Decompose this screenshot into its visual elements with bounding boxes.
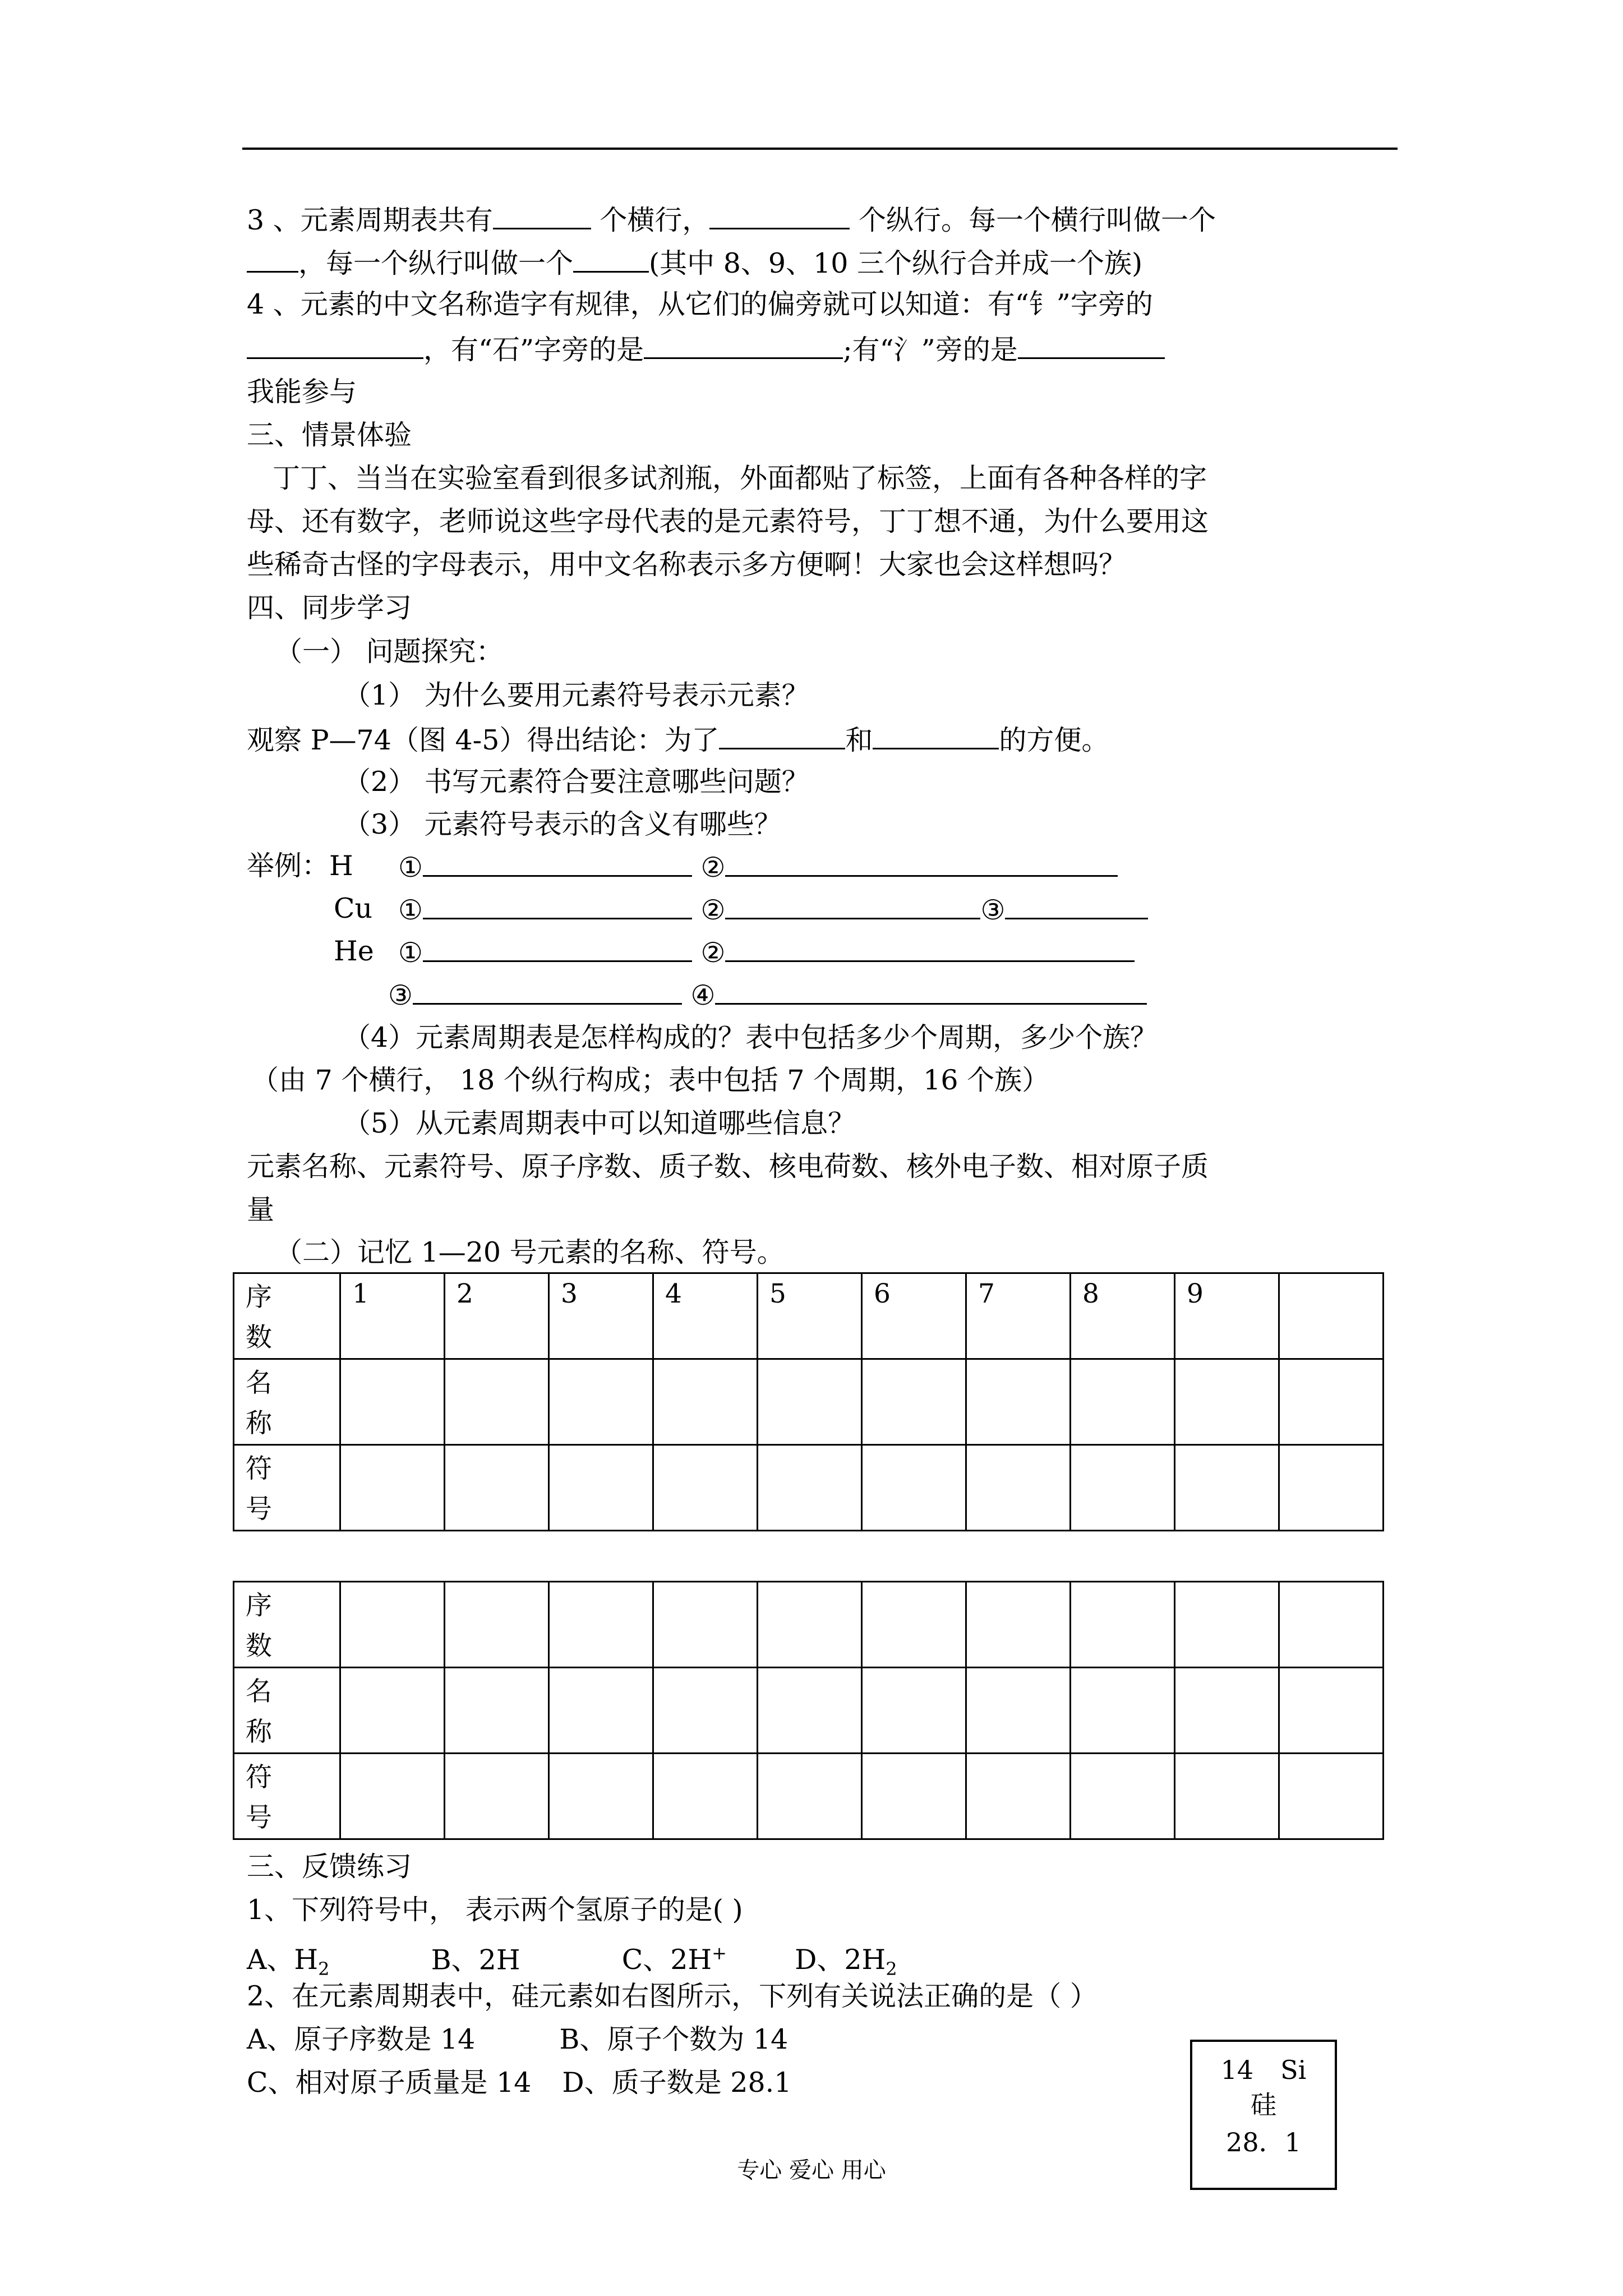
- circle-1: ①: [398, 894, 423, 926]
- row-head-name: [234, 1668, 340, 1754]
- blank: [725, 892, 980, 919]
- circle-2: ②: [700, 894, 726, 926]
- cell-number: 2: [445, 1273, 549, 1359]
- q3-text-5: (其中 8、9、10 三个纵行合并成一个族): [649, 247, 1143, 279]
- blank: [493, 202, 591, 229]
- question-1: （1） 为什么要用元素符号表示元素？: [343, 679, 809, 711]
- feedback-q2-options-ab: [247, 2023, 788, 2056]
- q4-line1: 4 、元素的中文名称造字有规律，从它们的偏旁就可以知道：有“钅”字旁的: [247, 288, 1153, 320]
- superscript: +: [712, 1943, 727, 1964]
- table-row: [234, 1359, 1384, 1445]
- row-head-number: [234, 1273, 340, 1359]
- cell-empty[interactable]: [549, 1445, 653, 1531]
- header-rule: [242, 148, 1398, 150]
- cell-empty[interactable]: [1071, 1445, 1175, 1531]
- feedback-question-2: 2、在元素周期表中，硅元素如右图所示，下列有关说法正确的是（ ）: [247, 1980, 1098, 2012]
- cell-empty[interactable]: [758, 1359, 862, 1445]
- cell-empty[interactable]: [653, 1754, 758, 1839]
- cell-empty[interactable]: [966, 1754, 1071, 1839]
- blank: [413, 977, 682, 1005]
- option-a: A、原子序数是 14: [247, 2023, 476, 2055]
- si-name: 硅: [1251, 2090, 1276, 2120]
- scene-line2: 母、还有数字，老师说这些字母代表的是元素符号，丁丁想不通，为什么要用这: [247, 505, 1209, 537]
- head-char: 称: [246, 1717, 272, 1747]
- answer-5-line2: 量: [247, 1194, 275, 1226]
- cell-empty[interactable]: [340, 1668, 445, 1754]
- q3-line1: [247, 202, 1216, 237]
- cell-empty[interactable]: [340, 1445, 445, 1531]
- row-head-symbol: [234, 1754, 340, 1839]
- feedback-title: 三、反馈练习: [247, 1851, 412, 1883]
- table-row: [234, 1445, 1384, 1531]
- subscript: 2: [886, 1958, 897, 1980]
- head-char: 名: [246, 1368, 272, 1398]
- cell-number: 7: [966, 1273, 1071, 1359]
- cell-empty[interactable]: [445, 1359, 549, 1445]
- observe-text-1: 观察 P—74（图 4-5）得出结论：为了: [247, 724, 720, 756]
- cell-empty[interactable]: [1071, 1754, 1175, 1839]
- cell-empty[interactable]: [1175, 1445, 1279, 1531]
- si-symbol: Si: [1280, 2055, 1307, 2085]
- cell-empty[interactable]: [1071, 1668, 1175, 1754]
- si-mass: 28．1: [1226, 2127, 1301, 2157]
- cell-empty[interactable]: [653, 1359, 758, 1445]
- feedback-question-1: 1、下列符号中， 表示两个氢原子的是( ): [247, 1894, 743, 1926]
- q4-line2: [247, 332, 1165, 367]
- cell-empty[interactable]: [1279, 1668, 1384, 1754]
- feedback-q1-options: [247, 1936, 897, 1986]
- cell-number: 4: [653, 1273, 758, 1359]
- cell-empty[interactable]: [653, 1582, 758, 1668]
- blank: [1005, 892, 1148, 919]
- option-d: [795, 1944, 897, 1980]
- option-a-text: A、H: [247, 1944, 319, 1976]
- q3-text-2: 个横行，: [600, 204, 710, 236]
- inquiry-title: （一） 问题探究：: [275, 636, 504, 668]
- head-char: 符: [246, 1762, 272, 1793]
- cell-empty[interactable]: [1279, 1445, 1384, 1531]
- head-char: 数: [246, 1322, 272, 1353]
- q3-text-1: 3 、元素周期表共有: [247, 204, 493, 236]
- cell-empty[interactable]: [758, 1445, 862, 1531]
- cell-number: 3: [549, 1273, 653, 1359]
- row-head-symbol: [234, 1445, 340, 1531]
- cell-empty[interactable]: [445, 1582, 549, 1668]
- cell-empty[interactable]: [966, 1668, 1071, 1754]
- cell-empty[interactable]: [1175, 1668, 1279, 1754]
- row-head-name: [234, 1359, 340, 1445]
- observe-line: [247, 722, 1109, 757]
- circle-4: ④: [690, 979, 716, 1011]
- memory-title: （二）记忆 1—20 号元素的名称、符号。: [275, 1236, 785, 1268]
- cell-empty[interactable]: [966, 1359, 1071, 1445]
- question-2: （2） 书写元素符合要注意哪些问题？: [343, 766, 809, 798]
- cell-empty[interactable]: [445, 1754, 549, 1839]
- cell-empty[interactable]: [340, 1359, 445, 1445]
- row-head-number: [234, 1582, 340, 1668]
- cell-empty[interactable]: [966, 1445, 1071, 1531]
- example-cu-blanks: [398, 892, 1148, 927]
- blank: [1018, 332, 1165, 359]
- cell-empty[interactable]: [862, 1668, 966, 1754]
- head-char: 号: [246, 1494, 272, 1525]
- section3-title: 三、情景体验: [247, 419, 412, 451]
- si-top-row: [1192, 2053, 1335, 2087]
- cell-empty[interactable]: [1279, 1754, 1384, 1839]
- q4-text-3: ;有“氵”旁的是: [843, 334, 1018, 366]
- participate-label: 我能参与: [247, 376, 357, 408]
- blank: [423, 849, 692, 877]
- cell-empty[interactable]: [862, 1582, 966, 1668]
- option-a: [247, 1944, 330, 1980]
- cell-empty[interactable]: [549, 1582, 653, 1668]
- cell-number: 5: [758, 1273, 862, 1359]
- blank: [719, 722, 845, 749]
- cell-empty[interactable]: [1279, 1582, 1384, 1668]
- circle-2: ②: [700, 852, 726, 884]
- subscript: 2: [318, 1958, 330, 1980]
- example-h-blanks: [398, 849, 1118, 885]
- cell-empty[interactable]: [1071, 1582, 1175, 1668]
- example-he-blanks: [398, 935, 1135, 970]
- cell-empty[interactable]: [340, 1582, 445, 1668]
- cell-empty[interactable]: [653, 1668, 758, 1754]
- observe-text-3: 的方便。: [999, 724, 1109, 756]
- cell-empty[interactable]: [445, 1668, 549, 1754]
- example-cu: Cu: [334, 892, 373, 924]
- si-atomic-number: 14: [1220, 2055, 1254, 2085]
- cell-empty[interactable]: [1175, 1582, 1279, 1668]
- cell-empty[interactable]: [758, 1754, 862, 1839]
- cell-number: 6: [862, 1273, 966, 1359]
- cell-empty[interactable]: [862, 1359, 966, 1445]
- option-b: B、原子个数为 14: [559, 2023, 789, 2055]
- head-char: 序: [246, 1282, 272, 1313]
- cell-empty[interactable]: [445, 1445, 549, 1531]
- q3-text-4: ，每一个纵行叫做一个: [298, 247, 574, 279]
- cell-empty[interactable]: [1279, 1359, 1384, 1445]
- cell-empty[interactable]: [549, 1668, 653, 1754]
- cell-empty[interactable]: [862, 1754, 966, 1839]
- blank: [725, 849, 1118, 877]
- option-c: [622, 1944, 727, 1976]
- example-label: 举例：H: [247, 850, 353, 882]
- cell-empty[interactable]: [966, 1582, 1071, 1668]
- circle-1: ①: [398, 937, 423, 969]
- head-char: 符: [246, 1453, 272, 1484]
- question-3: （3） 元素符号表示的含义有哪些？: [343, 808, 782, 840]
- option-b: B、2H: [431, 1944, 520, 1976]
- cell-number: 8: [1071, 1273, 1175, 1359]
- cell-empty[interactable]: [549, 1754, 653, 1839]
- cell-empty[interactable]: [758, 1668, 862, 1754]
- table-row: [234, 1668, 1384, 1754]
- cell-empty[interactable]: [549, 1359, 653, 1445]
- head-char: 称: [246, 1408, 272, 1439]
- blank: [709, 202, 850, 229]
- head-char: 名: [246, 1676, 272, 1707]
- blank: [573, 245, 649, 273]
- q3-text-3: 个纵行。每一个横行叫做一个: [858, 204, 1216, 236]
- option-d-text: D、2H: [795, 1944, 886, 1976]
- circle-1: ①: [398, 852, 423, 884]
- cell-number: 1: [340, 1273, 445, 1359]
- blank: [725, 935, 1135, 962]
- circle-3: ③: [388, 979, 413, 1011]
- option-c-text: C、2H: [621, 1944, 712, 1976]
- q3-line2: [247, 245, 1142, 280]
- answer-4: （由 7 个横行， 18 个纵行构成；表中包括 7 个周期，16 个族）: [251, 1064, 1050, 1096]
- blank: [873, 722, 999, 749]
- blank: [644, 332, 843, 359]
- head-char: 数: [246, 1631, 272, 1662]
- cell-empty[interactable]: [862, 1445, 966, 1531]
- cell-number: 9: [1175, 1273, 1279, 1359]
- question-5: （5）从元素周期表中可以知道哪些信息？: [343, 1107, 856, 1139]
- q4-text-2: ，有“石”字旁的是: [423, 334, 644, 366]
- scene-line3: 些稀奇古怪的字母表示，用中文名称表示多方便啊！大家也会这样想吗？: [247, 549, 1127, 581]
- cell-empty[interactable]: [758, 1582, 862, 1668]
- example-he-blanks-2: [388, 977, 1147, 1013]
- circle-3: ③: [980, 894, 1006, 926]
- blank: [715, 977, 1147, 1005]
- scene-line1: 丁丁、当当在实验室看到很多试剂瓶，外面都贴了标签，上面有各种各样的字: [273, 462, 1207, 494]
- head-char: 序: [246, 1590, 272, 1621]
- cell-empty[interactable]: [340, 1754, 445, 1839]
- cell-empty[interactable]: [1175, 1754, 1279, 1839]
- blank: [247, 245, 298, 273]
- table-row: [234, 1273, 1384, 1359]
- option-c: C、相对原子质量是 14: [247, 2067, 532, 2099]
- blank: [247, 332, 423, 359]
- circle-2: ②: [700, 937, 726, 969]
- question-4: （4）元素周期表是怎样构成的？表中包括多少个周期，多少个族？: [343, 1022, 1158, 1053]
- table-row: [234, 1754, 1384, 1839]
- answer-5-line1: 元素名称、元素符号、原子序数、质子数、核电荷数、核外电子数、相对原子质: [247, 1151, 1209, 1182]
- cell-empty[interactable]: [1175, 1359, 1279, 1445]
- feedback-q2-options-cd: [247, 2066, 791, 2100]
- observe-text-2: 和: [845, 724, 873, 756]
- head-char: 号: [246, 1802, 272, 1833]
- elements-table-2: [233, 1581, 1384, 1840]
- section4-title: 四、同步学习: [247, 592, 412, 624]
- blank: [423, 935, 692, 962]
- option-d: D、质子数是 28.1: [562, 2067, 792, 2099]
- table-row: [234, 1582, 1384, 1668]
- cell-empty[interactable]: [1071, 1359, 1175, 1445]
- example-he: He: [334, 935, 374, 967]
- elements-table-1: [233, 1272, 1384, 1531]
- example-h: [247, 849, 353, 883]
- cell-number: [1279, 1273, 1384, 1359]
- page-footer: 专心 爱心 用心: [737, 2157, 886, 2183]
- cell-empty[interactable]: [653, 1445, 758, 1531]
- blank: [423, 892, 692, 919]
